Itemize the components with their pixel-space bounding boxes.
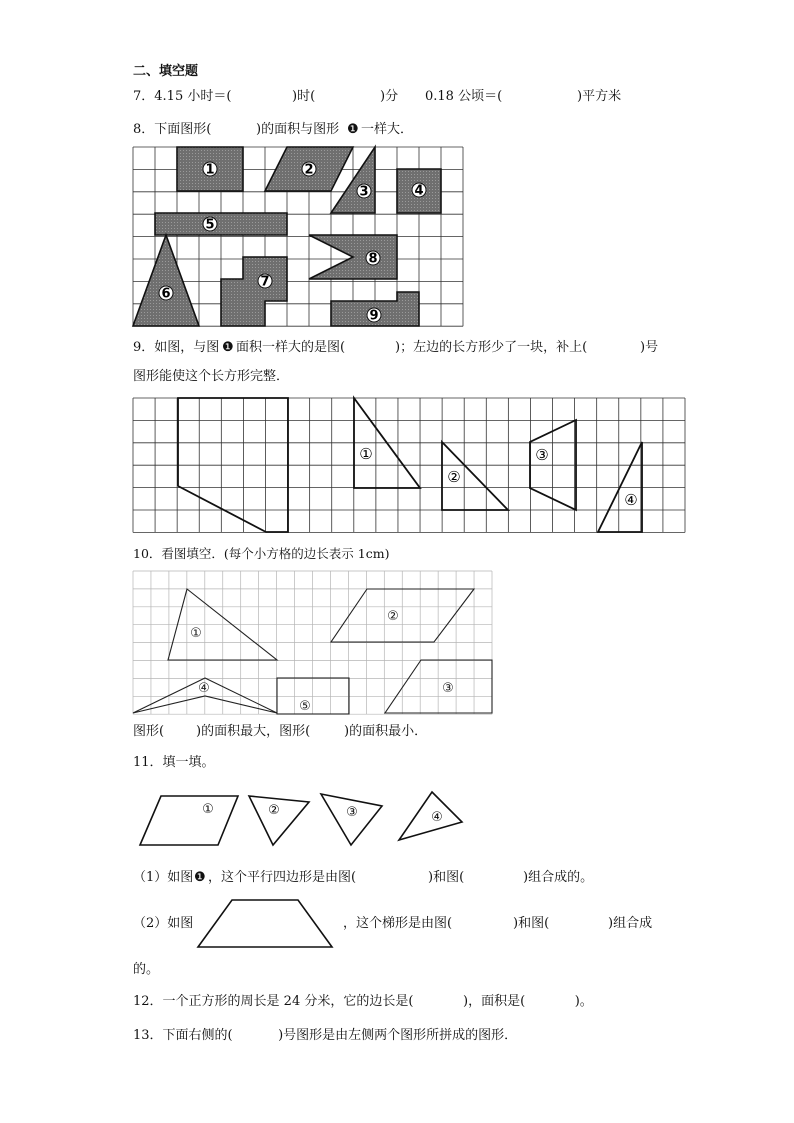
q11-p2-cont: 的。 (133, 962, 160, 977)
svg-text:4: 4 (414, 183, 424, 199)
q10-label-4: ④ (198, 681, 210, 696)
q11-p2-end: )组合成 (608, 916, 653, 931)
q9-line1-mid2: )；左边的长方形少了一块，补上( (395, 340, 588, 355)
q9-line1-ref: ❶ (222, 340, 234, 355)
q9-label-1: ① (359, 445, 373, 463)
q11-p1-mid2: )和图( (428, 870, 465, 885)
q11-p2-mid: ，这个梯形是由图( (343, 916, 453, 931)
q10-answer-end: )的面积最小． (344, 724, 428, 739)
q9-line1-end: )号 (640, 340, 659, 355)
question-12: 12．一个正方形的周长是 24 分米，它的边长是( )，面积是( )。 (133, 994, 593, 1009)
svg-text:3: 3 (359, 184, 369, 200)
q7-mid2: )分 (380, 89, 399, 104)
q8-text-start: 8．下面图形( (133, 122, 212, 137)
q11-p1-end: )组合成的。 (523, 870, 594, 885)
q9-label-4: ④ (624, 491, 638, 509)
svg-text:6: 6 (161, 286, 171, 302)
svg-text:7: 7 (260, 274, 270, 290)
svg-text:9: 9 (369, 308, 379, 324)
q10-label-5: ⑤ (299, 699, 311, 714)
q9-line2: 图形能使这个长方形完整． (133, 369, 290, 384)
q10-label-2: ② (387, 609, 399, 624)
q11-p1-mid: ，这个平行四边形是由图( (208, 870, 357, 885)
svg-text:2: 2 (304, 162, 314, 178)
q9-label-2: ② (447, 468, 461, 486)
q11-label-4: ④ (431, 810, 443, 825)
q7-prefix: 7．4.15 小时＝( (133, 89, 232, 104)
q9-label-3: ③ (535, 446, 549, 464)
q11-label-3: ③ (346, 805, 358, 820)
q11-label-2: ② (268, 803, 280, 818)
q9-line1-mid: 面积一样大的是图( (236, 340, 346, 355)
q8-text-ref: ❶ (347, 122, 359, 137)
q10-answer-mid: )的面积最大，图形( (196, 724, 311, 739)
q9-line1-start: 9．如图，与图 (133, 340, 220, 355)
q11-p2-start: （2）如图 (133, 916, 194, 931)
q11-p1-ref: ❶ (194, 870, 206, 885)
q7-part2-end: )平方米 (577, 89, 622, 104)
q11-label-1: ① (202, 802, 214, 817)
q11-shape-1 (140, 796, 238, 845)
section-title: 二、填空题 (133, 64, 199, 79)
svg-text:5: 5 (205, 217, 215, 233)
question-13: 13．下面右侧的( )号图形是由左侧两个图形所拼成的图形． (133, 1028, 518, 1043)
q8-text-mid: )的面积与图形 (256, 122, 340, 137)
svg-text:1: 1 (205, 162, 215, 178)
q10-label-3: ③ (442, 681, 454, 696)
q11-p1-start: （1）如图 (133, 870, 194, 885)
q10-title: 10．看图填空．(每个小方格的边长表示 1cm) (133, 546, 390, 561)
svg-text:8: 8 (368, 251, 378, 267)
q7-mid1: )时( (292, 89, 316, 104)
q8-text-end: 一样大． (361, 122, 414, 137)
q7-part2-start: 0.18 公顷＝( (425, 89, 503, 104)
q11-p2-mid2: )和图( (513, 916, 550, 931)
q11-trapezoid (198, 900, 332, 947)
q10-label-1: ① (190, 626, 202, 641)
q11-title: 11．填一填。 (133, 755, 215, 770)
q10-answer-start: 图形( (133, 724, 165, 739)
